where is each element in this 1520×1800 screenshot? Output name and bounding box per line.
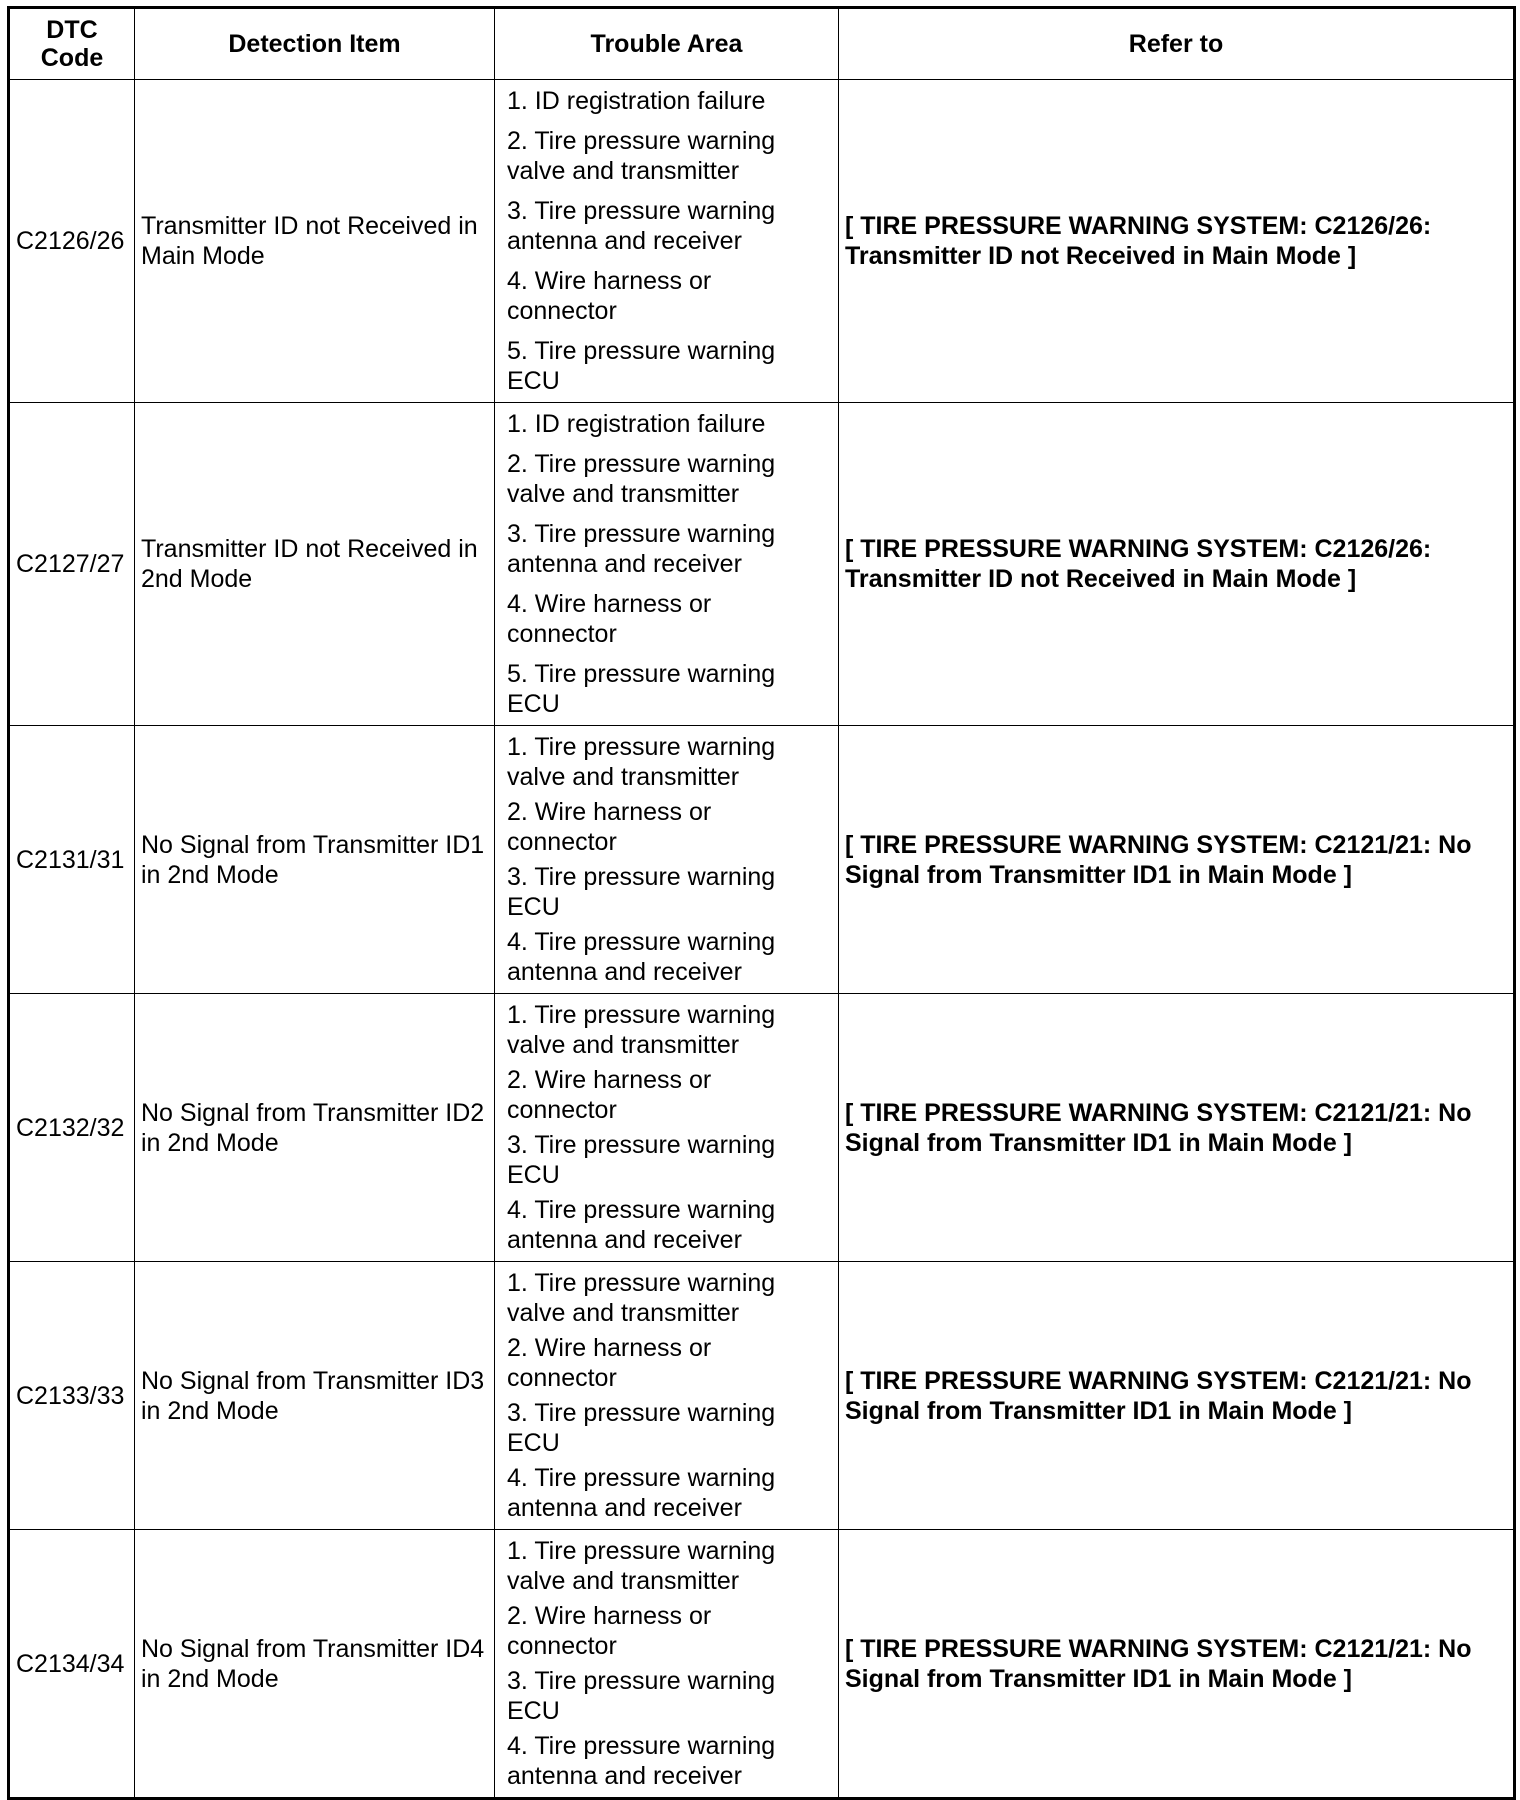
- trouble-area-cell: [495, 726, 839, 994]
- dtc-code-cell: C2126/26: [9, 80, 135, 403]
- dtc-code-cell: C2133/33: [9, 1262, 135, 1530]
- trouble-area-list: [501, 403, 832, 725]
- table-row: [9, 403, 1515, 726]
- trouble-area-item: 2. Wire harness or connector: [507, 798, 712, 856]
- refer-to-link[interactable]: [ TIRE PRESSURE WARNING SYSTEM: C2126/26: Transmitter ID not Received in Main Mode ]: [839, 403, 1515, 726]
- trouble-area-cell: [495, 994, 839, 1262]
- dtc-code-cell: C2127/27: [9, 403, 135, 726]
- trouble-area-item: 4. Tire pressure warning antenna and receiver: [507, 1464, 776, 1522]
- trouble-area-list: [501, 994, 832, 1261]
- trouble-area-item: 2. Wire harness or connector: [507, 1602, 712, 1660]
- refer-to-link[interactable]: [ TIRE PRESSURE WARNING SYSTEM: C2126/26: Transmitter ID not Received in Main Mode ]: [839, 80, 1515, 403]
- dtc-table: [7, 6, 1516, 1800]
- detection-item-cell: No Signal from Transmitter ID3 in 2nd Mode: [135, 1262, 495, 1530]
- detection-item-cell: Transmitter ID not Received in Main Mode: [135, 80, 495, 403]
- detection-item-cell: No Signal from Transmitter ID4 in 2nd Mode: [135, 1530, 495, 1799]
- trouble-area-cell: [495, 403, 839, 726]
- refer-to-link[interactable]: [ TIRE PRESSURE WARNING SYSTEM: C2121/21: No Signal from Transmitter ID1 in Main Mode ]: [839, 1262, 1515, 1530]
- detection-item-cell: Transmitter ID not Received in 2nd Mode: [135, 403, 495, 726]
- trouble-area-item: 2. Tire pressure warning valve and transmitter: [507, 450, 776, 508]
- table-row: [9, 994, 1515, 1262]
- table-row: [9, 80, 1515, 403]
- trouble-area-item: 3. Tire pressure warning ECU: [507, 1399, 776, 1457]
- detection-item-cell: No Signal from Transmitter ID1 in 2nd Mode: [135, 726, 495, 994]
- refer-to-link[interactable]: [ TIRE PRESSURE WARNING SYSTEM: C2121/21: No Signal from Transmitter ID1 in Main Mode ]: [839, 726, 1515, 994]
- table-header-row: [9, 8, 1515, 80]
- trouble-area-item: 3. Tire pressure warning antenna and receiver: [507, 520, 776, 578]
- dtc-code-cell: C2134/34: [9, 1530, 135, 1799]
- table-row: [9, 1262, 1515, 1530]
- trouble-area-item: 5. Tire pressure warning ECU: [507, 337, 776, 395]
- trouble-area-cell: [495, 1530, 839, 1799]
- trouble-area-item: 1. Tire pressure warning valve and transmitter: [507, 1001, 776, 1059]
- refer-to-link[interactable]: [ TIRE PRESSURE WARNING SYSTEM: C2121/21: No Signal from Transmitter ID1 in Main Mode ]: [839, 1530, 1515, 1799]
- trouble-area-item: 2. Wire harness or connector: [507, 1066, 712, 1124]
- trouble-area-list: [501, 1262, 832, 1529]
- trouble-area-item: 1. ID registration failure: [507, 87, 766, 115]
- table-row: [9, 726, 1515, 994]
- table-row: [9, 1530, 1515, 1799]
- detection-item-cell: No Signal from Transmitter ID2 in 2nd Mode: [135, 994, 495, 1262]
- trouble-area-item: 3. Tire pressure warning antenna and receiver: [507, 197, 776, 255]
- trouble-area-item: 3. Tire pressure warning ECU: [507, 1131, 776, 1189]
- header-trouble-area: Trouble Area: [495, 8, 839, 80]
- trouble-area-item: 1. ID registration failure: [507, 410, 766, 438]
- refer-to-link[interactable]: [ TIRE PRESSURE WARNING SYSTEM: C2121/21: No Signal from Transmitter ID1 in Main Mode ]: [839, 994, 1515, 1262]
- trouble-area-item: 3. Tire pressure warning ECU: [507, 863, 776, 921]
- header-detection-item: Detection Item: [135, 8, 495, 80]
- trouble-area-item: 4. Wire harness or connector: [507, 267, 712, 325]
- trouble-area-cell: [495, 80, 839, 403]
- trouble-area-item: 2. Wire harness or connector: [507, 1334, 712, 1392]
- header-dtc-code: DTC Code: [9, 8, 135, 80]
- trouble-area-item: 3. Tire pressure warning ECU: [507, 1667, 776, 1725]
- trouble-area-item: 1. Tire pressure warning valve and transmitter: [507, 733, 776, 791]
- trouble-area-item: 2. Tire pressure warning valve and transmitter: [507, 127, 776, 185]
- trouble-area-item: 4. Wire harness or connector: [507, 590, 712, 648]
- trouble-area-cell: [495, 1262, 839, 1530]
- trouble-area-list: [501, 726, 832, 993]
- trouble-area-item: 5. Tire pressure warning ECU: [507, 660, 776, 718]
- trouble-area-list: [501, 80, 832, 402]
- header-refer-to: Refer to: [839, 8, 1515, 80]
- dtc-code-cell: C2131/31: [9, 726, 135, 994]
- dtc-code-cell: C2132/32: [9, 994, 135, 1262]
- trouble-area-list: [501, 1530, 832, 1797]
- trouble-area-item: 1. Tire pressure warning valve and transmitter: [507, 1537, 776, 1595]
- trouble-area-item: 4. Tire pressure warning antenna and receiver: [507, 1196, 776, 1254]
- trouble-area-item: 4. Tire pressure warning antenna and receiver: [507, 928, 776, 986]
- trouble-area-item: 4. Tire pressure warning antenna and receiver: [507, 1732, 776, 1790]
- trouble-area-item: 1. Tire pressure warning valve and transmitter: [507, 1269, 776, 1327]
